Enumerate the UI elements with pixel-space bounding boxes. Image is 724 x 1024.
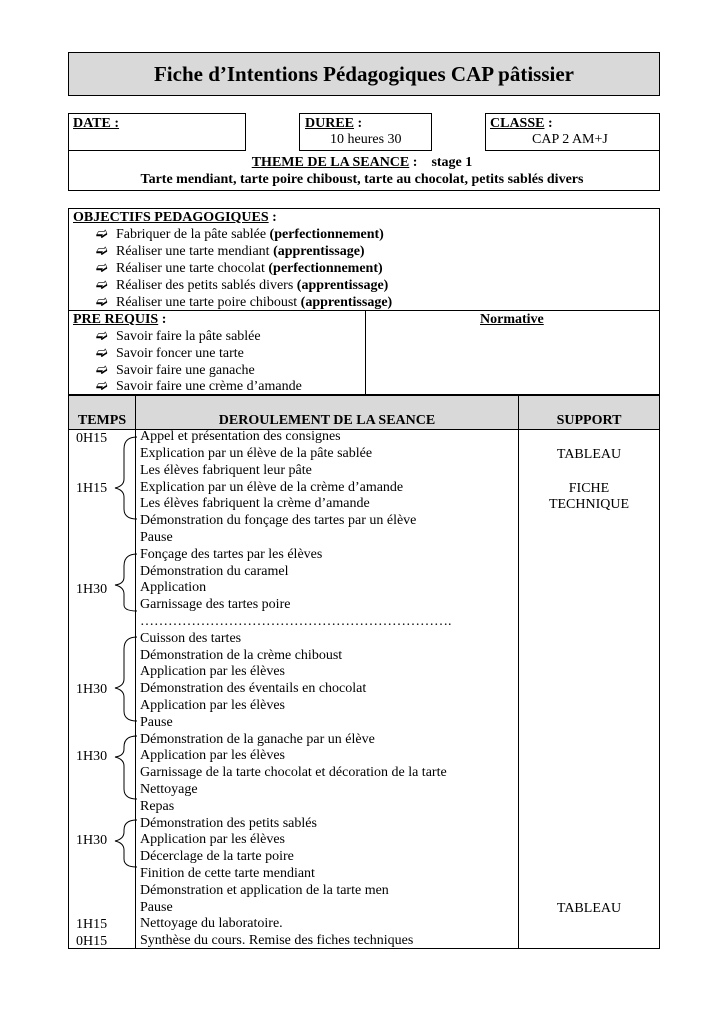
prerequis-item: ➫ Savoir faire une crème d’amande xyxy=(96,379,302,394)
table-row: Décerclage de la tarte poire xyxy=(140,849,294,864)
document-title-box xyxy=(68,52,660,96)
time-label: 1H30 xyxy=(76,833,108,848)
prerequis-item: ➫ Savoir faire une ganache xyxy=(96,363,255,378)
time-label: 1H15 xyxy=(76,917,108,932)
bracket-group xyxy=(110,429,140,949)
table-row: Les élèves fabriquent la crème d’amande xyxy=(140,496,370,511)
time-label: 0H15 xyxy=(76,934,108,949)
bracket-3 xyxy=(115,637,137,721)
table-row: Garnissage des tartes poire xyxy=(140,597,291,612)
header-temps-label: TEMPS xyxy=(77,413,127,428)
table-row: Démonstration des éventails en chocolat xyxy=(140,681,367,696)
prerequis-item: ➫ Savoir faire la pâte sablée xyxy=(96,329,261,344)
bracket-4 xyxy=(115,736,137,799)
bracket-2 xyxy=(115,554,137,611)
duree-value: 10 heures 30 xyxy=(330,132,402,147)
header-support-label: SUPPORT xyxy=(556,413,622,428)
table-row: Repas xyxy=(140,799,175,814)
arrow-icon: ➫ xyxy=(96,295,108,310)
time-label: 1H30 xyxy=(76,749,108,764)
table-row: Démonstration de la crème chiboust xyxy=(140,648,343,663)
arrow-icon: ➫ xyxy=(96,329,108,344)
table-row: Application par les élèves xyxy=(140,832,286,847)
support-tableau: TABLEAU xyxy=(556,447,622,462)
table-row: Synthèse du cours. Remise des fiches techniques xyxy=(140,933,414,948)
header-deroulement-label: DEROULEMENT DE LA SEANCE xyxy=(218,413,436,428)
arrow-icon: ➫ xyxy=(96,227,108,242)
table-row: Application par les élèves xyxy=(140,698,286,713)
objectif-item: ➫ Réaliser une tarte chocolat (perfectionnement) xyxy=(96,261,383,276)
time-label: 0H15 xyxy=(76,431,108,446)
time-label: 1H15 xyxy=(76,481,108,496)
table-row: …………………………………………………………. xyxy=(140,614,452,629)
objectif-item: ➫ Réaliser des petits sablés divers (apprentissage) xyxy=(96,278,389,293)
table-row: Démonstration et application de la tarte men xyxy=(140,883,389,898)
table-row: Explication par un élève de la pâte sablée xyxy=(140,446,373,461)
table-row: Application par les élèves xyxy=(140,664,286,679)
prerequis-label: PRE REQUIS : xyxy=(73,312,167,327)
table-row: Nettoyage xyxy=(140,782,198,797)
table-row: Explication par un élève de la crème d’amande xyxy=(140,480,404,495)
table-row: Nettoyage du laboratoire. xyxy=(140,916,283,931)
table-row: Pause xyxy=(140,900,173,915)
duree-label: DUREE : xyxy=(305,116,363,131)
time-label: 1H30 xyxy=(76,582,108,597)
bracket-1 xyxy=(115,437,137,519)
table-row: Démonstration du fonçage des tartes par un élève xyxy=(140,513,417,528)
table-row: Application xyxy=(140,580,207,595)
prerequis-item: ➫ Savoir foncer une tarte xyxy=(96,346,244,361)
objectif-item: ➫ Réaliser une tarte mendiant (apprentissage) xyxy=(96,244,365,259)
table-row: Les élèves fabriquent leur pâte xyxy=(140,463,312,478)
table-row: Application par les élèves xyxy=(140,748,286,763)
bracket-5 xyxy=(115,820,137,867)
table-row: Garnissage de la tarte chocolat et décoration de la tarte xyxy=(140,765,447,780)
time-label: 1H30 xyxy=(76,682,108,697)
table-row: Finition de cette tarte mendiant xyxy=(140,866,315,881)
arrow-icon: ➫ xyxy=(96,363,108,378)
arrow-icon: ➫ xyxy=(96,278,108,293)
table-row: Fonçage des tartes par les élèves xyxy=(140,547,323,562)
table-row: Pause xyxy=(140,715,173,730)
date-label: DATE : xyxy=(73,116,120,131)
classe-label: CLASSE : xyxy=(490,116,553,131)
arrow-icon: ➫ xyxy=(96,244,108,259)
table-row: Démonstration des petits sablés xyxy=(140,816,317,831)
arrow-icon: ➫ xyxy=(96,261,108,276)
objectif-item: ➫ Réaliser une tarte poire chiboust (apprentissage) xyxy=(96,295,393,310)
table-row: Pause xyxy=(140,530,173,545)
support-tableau: TABLEAU xyxy=(556,901,622,916)
document-title: Fiche d’Intentions Pédagogiques CAP pâtissier xyxy=(153,61,575,86)
table-row: Démonstration de la ganache par un élève xyxy=(140,732,375,747)
normative-label: Normative xyxy=(480,312,544,327)
support-fiche: FICHE xyxy=(568,481,610,496)
objectifs-label: OBJECTIFS PEDAGOGIQUES : xyxy=(73,210,277,225)
table-row: Appel et présentation des consignes xyxy=(140,429,341,444)
table-row: Cuisson des tartes xyxy=(140,631,242,646)
theme-label: THEME DE LA SEANCE : stage 1 xyxy=(251,155,473,170)
theme-text: Tarte mendiant, tarte poire chiboust, tarte au chocolat, petits sablés divers xyxy=(140,172,584,187)
classe-value: CAP 2 AM+J xyxy=(532,132,608,147)
arrow-icon: ➫ xyxy=(96,346,108,361)
objectif-item: ➫ Fabriquer de la pâte sablée (perfectionnement) xyxy=(96,227,384,242)
support-technique: TECHNIQUE xyxy=(548,497,630,512)
arrow-icon: ➫ xyxy=(96,379,108,394)
table-row: Démonstration du caramel xyxy=(140,564,289,579)
